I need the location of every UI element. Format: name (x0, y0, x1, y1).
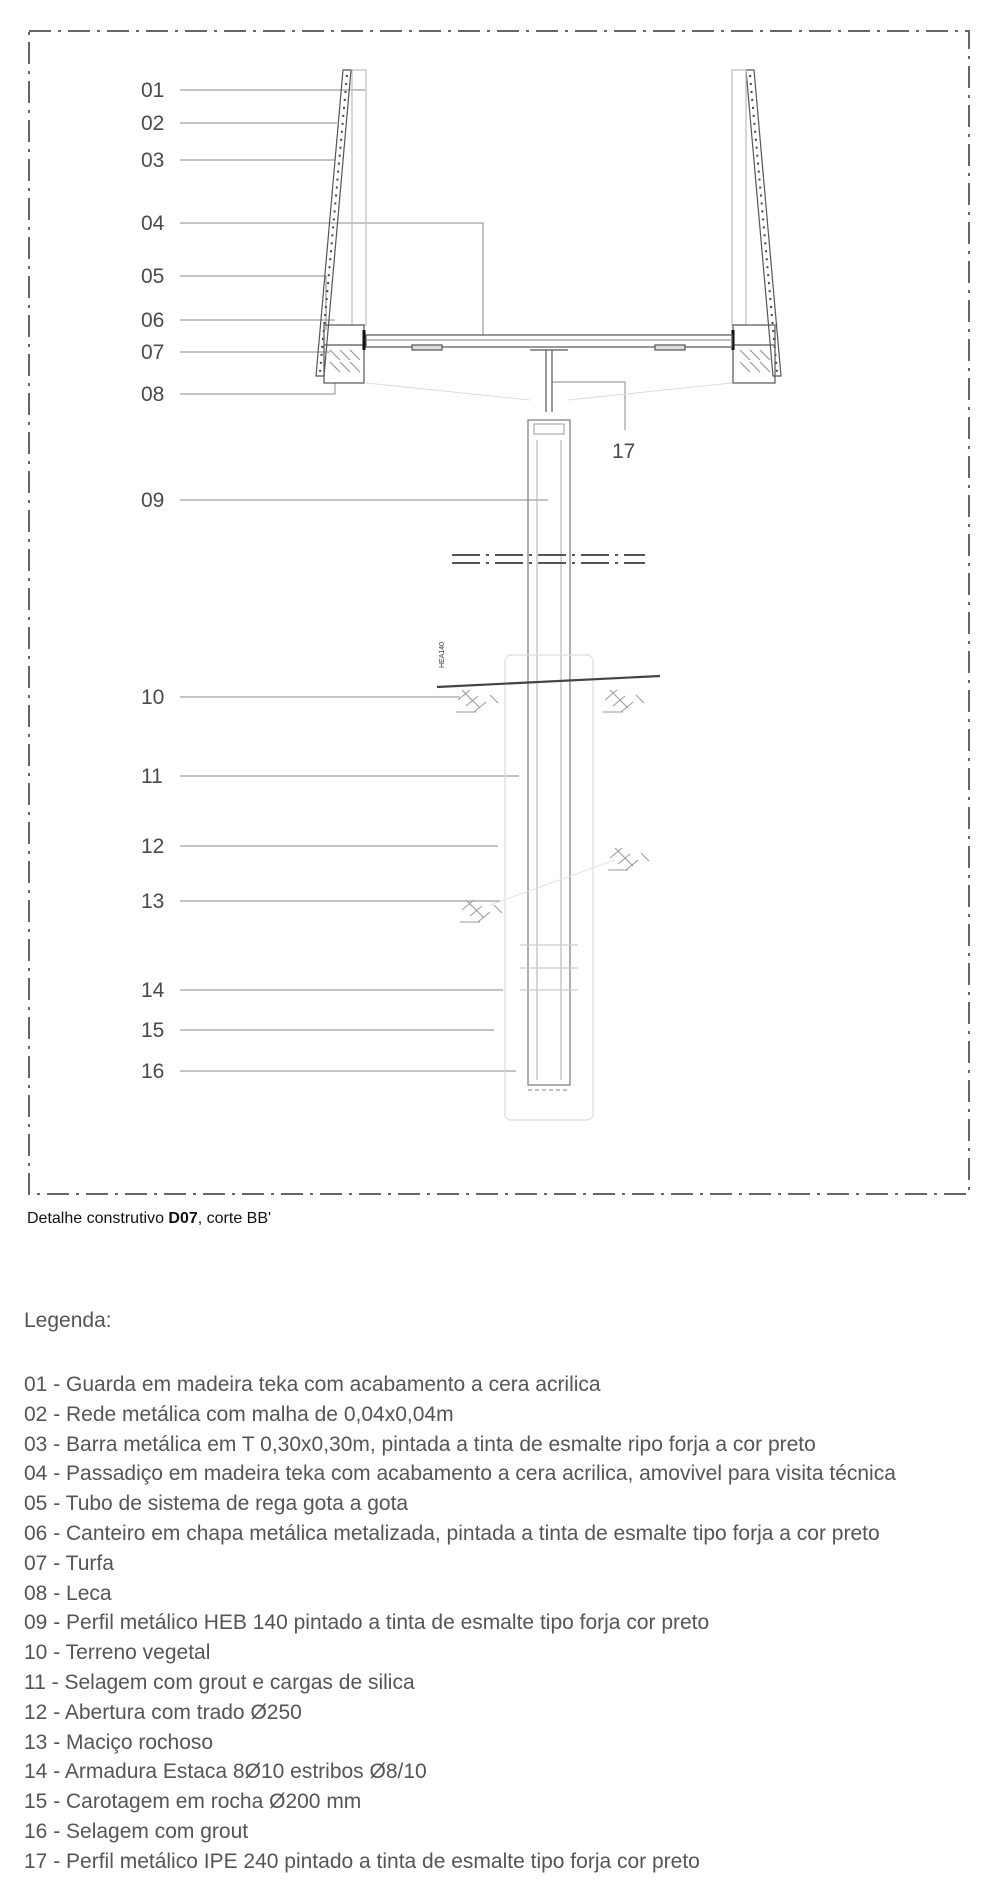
legend-item: 11 - Selagem com grout e cargas de silica (24, 1670, 415, 1694)
ipe-beam (530, 350, 568, 412)
callout-number-label: 15 (141, 1019, 165, 1042)
callout-number-label: 07 (141, 341, 165, 364)
pile-column (505, 420, 593, 1120)
callout-number-label: 01 (141, 79, 165, 102)
legend-item: 05 - Tubo de sistema de rega gota a gota (24, 1492, 409, 1516)
legend-item: 12 - Abertura com trado Ø250 (24, 1700, 302, 1724)
drawing-frame (29, 31, 969, 1194)
callout-number-label: 08 (141, 383, 165, 406)
legend-list (24, 1370, 896, 1877)
legend-item: 08 - Leca (24, 1581, 112, 1605)
legend-title: Legenda: (24, 1309, 112, 1332)
walkway-deck (366, 335, 732, 350)
legend-item: 06 - Canteiro em chapa metálica metalizada, pintada a tinta de esmalte tipo forja a cor preto (24, 1521, 880, 1545)
legend-item: 07 - Turfa (24, 1551, 114, 1575)
callout-leader-line (180, 223, 483, 335)
legend-item: 16 - Selagem com grout (24, 1819, 249, 1843)
callout-number-label: 04 (141, 212, 165, 235)
legend-item: 13 - Maciço rochoso (24, 1730, 214, 1754)
callout-number-label: 02 (141, 112, 165, 135)
callout-number-label: 17 (612, 440, 636, 463)
caption-prefix: Detalhe construtivo (27, 1210, 169, 1227)
callout-number-label: 12 (141, 835, 165, 858)
legend-item: 09 - Perfil metálico HEB 140 pintado a tinta de esmalte tipo forja cor preto (24, 1611, 710, 1635)
ground-line (437, 676, 660, 687)
callout-leader-line (552, 382, 625, 430)
legend-item: 10 - Terreno vegetal (24, 1641, 211, 1665)
legend-item: 03 - Barra metálica em T 0,30x0,30m, pintada a tinta de esmalte ripo forja a cor preto (24, 1432, 816, 1456)
legend-item: 01 - Guarda em madeira teka com acabamento a cera acrilica (24, 1373, 601, 1396)
soil-hatching (456, 690, 649, 922)
caption-code: D07 (168, 1210, 198, 1227)
callout-number-label: 16 (141, 1060, 165, 1083)
caption-suffix: , corte BB' (197, 1210, 272, 1227)
callout-number-label: 03 (141, 149, 165, 172)
callout-number-label: 10 (141, 686, 165, 709)
left-planter (324, 325, 364, 383)
legend-item: 02 - Rede metálica com malha de 0,04x0,04m (24, 1402, 454, 1426)
right-guard (732, 70, 781, 376)
callout-number-label: 11 (141, 765, 163, 788)
callout-number-label: 05 (141, 265, 165, 288)
legend-item: 04 - Passadiço em madeira teka com acabamento a cera acrilica, amovivel para visita técnica (24, 1462, 896, 1486)
legend-item: 17 - Perfil metálico IPE 240 pintado a tinta de esmalte tipo forja cor preto (24, 1849, 700, 1873)
callout-number-label: 13 (141, 890, 165, 913)
callout-leader-line (180, 383, 335, 394)
break-line-symbol (452, 555, 645, 563)
profile-tag-text: HEA140 (439, 641, 446, 668)
figure-caption (27, 1210, 271, 1228)
bracing-lines (366, 383, 732, 400)
legend-item: 15 - Carotagem em rocha Ø200 mm (24, 1790, 362, 1814)
callout-number-label: 14 (141, 979, 165, 1002)
legend-item: 14 - Armadura Estaca 8Ø10 estribos Ø8/10 (24, 1760, 427, 1784)
callout-leader-line (180, 276, 326, 330)
callout-number-label: 09 (141, 489, 165, 512)
callout-number-label: 06 (141, 309, 165, 332)
